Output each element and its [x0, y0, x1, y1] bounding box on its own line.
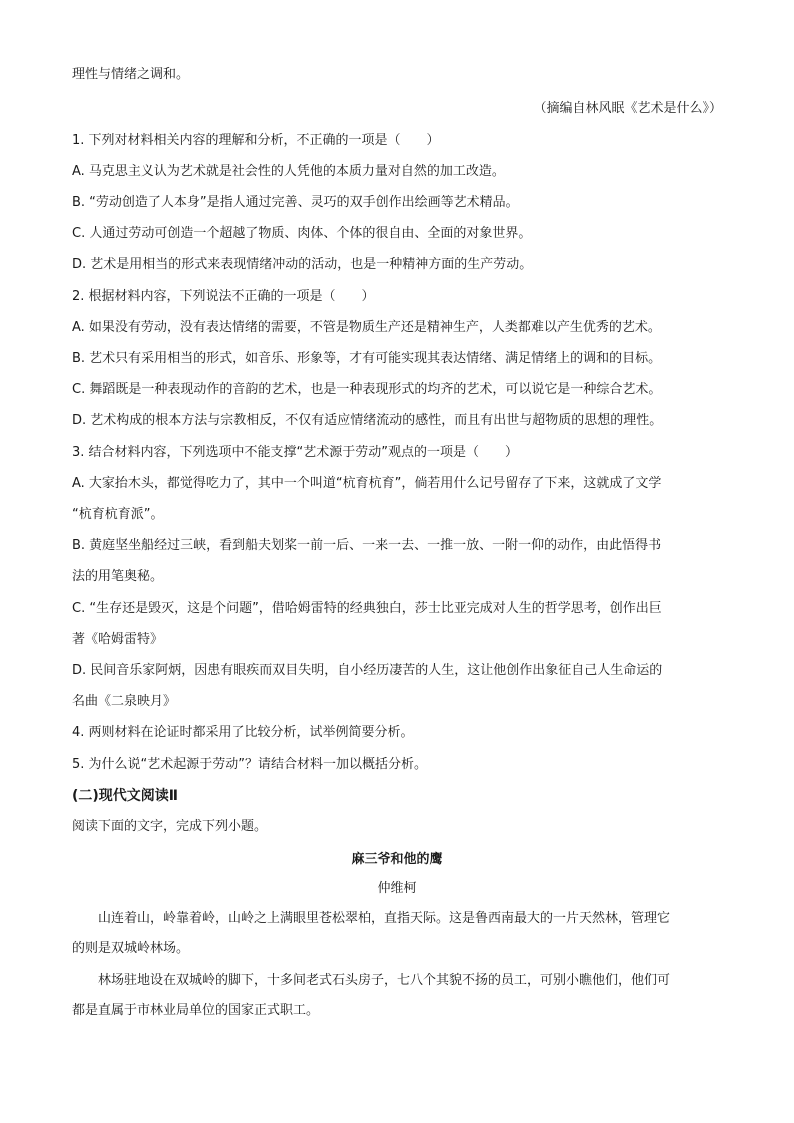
question-3-option-d-line1: D. 民间音乐家阿炳，因患有眼疾而双目失明，自小经历凄苦的人生，这让他创作出象征自己人生命运的	[72, 663, 663, 678]
question-1-option-b: B. “劳动创造了人本身”是指人通过完善、灵巧的双手创作出绘画等艺术精品。	[72, 195, 519, 210]
story-paragraph-2-line1: 林场驻地设在双城岭的脚下，十多间老式石头房子，七八个其貌不扬的员工，可别小瞧他们，他们可	[98, 973, 671, 988]
question-2-option-c: C. 舞蹈既是一种表现动作的音韵的艺术，也是一种表现形式的均齐的艺术，可以说它是一种综合艺术。	[72, 382, 662, 397]
question-3-option-b-line2: 法的用笔奥秘。	[72, 569, 164, 584]
passage-ending: 理性与情绪之调和。	[72, 67, 190, 82]
source-citation: （摘编自林风眠《艺术是什么》）	[533, 101, 722, 116]
story-paragraph-1-line1: 山连着山，岭靠着岭，山岭之上满眼里苍松翠柏，直指天际。这是鲁西南最大的一片天然林，管理它	[98, 911, 671, 926]
question-3-option-d-line2: 名曲《二泉映月》	[72, 694, 177, 709]
story-title: 麻三爷和他的鹰	[351, 852, 443, 867]
story-paragraph-2-line2: 都是直属于市林业局单位的国家正式职工。	[72, 1003, 320, 1018]
story-author: 仲维柯	[377, 881, 417, 896]
question-3-option-b-line1: B. 黄庭坚坐船经过三峡，看到船夫划桨一前一后、一来一去、一推一放、一附一仰的动作，由此悟得书	[72, 538, 662, 553]
question-3-option-c-line1: C. “生存还是毁灭，这是个问题”，借哈姆雷特的经典独白，莎士比亚完成对人生的哲学思考，创作出巨	[72, 601, 662, 616]
question-5: 5. 为什么说“艺术起源于劳动”？请结合材料一加以概括分析。	[72, 757, 428, 772]
question-1-option-d: D. 艺术是用相当的形式来表现情绪冲动的活动，也是一种精神方面的生产劳动。	[72, 257, 533, 272]
question-3-option-a-line1: A. 大家抬木头，都觉得吃力了，其中一个叫道“杭育杭育”，倘若用什么记号留存了下来，这就成了文学	[72, 476, 662, 491]
question-1-option-a: A. 马克思主义认为艺术就是社会性的人凭他的本质力量对自然的加工改造。	[72, 164, 505, 179]
question-2-option-b: B. 艺术只有采用相当的形式，如音乐、形象等，才有可能实现其表达情绪、满足情绪上的调和的目标。	[72, 351, 662, 366]
reading-instruction: 阅读下面的文字，完成下列小题。	[72, 819, 268, 834]
question-1-stem: 1. 下列对材料相关内容的理解和分析，不正确的一项是（ ）	[72, 133, 440, 148]
section-heading: (二)现代文阅读Ⅱ	[72, 788, 179, 804]
question-3-option-c-line2: 著《哈姆雷特》	[72, 632, 164, 647]
question-2-option-d: D. 艺术构成的根本方法与宗教相反，不仅有适应情绪流动的感性，而且有出世与超物质的思想的理性。	[72, 413, 663, 428]
question-4: 4. 两则材料在论证时都采用了比较分析，试举例简要分析。	[72, 725, 414, 740]
question-3-option-a-line2: “杭育杭育派”。	[72, 507, 164, 522]
story-paragraph-1-line2: 的则是双城岭林场。	[72, 941, 190, 956]
question-2-option-a: A. 如果没有劳动，没有表达情绪的需要，不管是物质生产还是精神生产，人类都难以产生优秀的艺术。	[72, 320, 661, 335]
question-2-stem: 2. 根据材料内容，下列说法不正确的一项是（ ）	[72, 289, 375, 304]
question-3-stem: 3. 结合材料内容，下列选项中不能支撑“艺术源于劳动”观点的一项是（ ）	[72, 445, 519, 460]
question-1-option-c: C. 人通过劳动可创造一个超越了物质、肉体、个体的很自由、全面的对象世界。	[72, 226, 532, 241]
